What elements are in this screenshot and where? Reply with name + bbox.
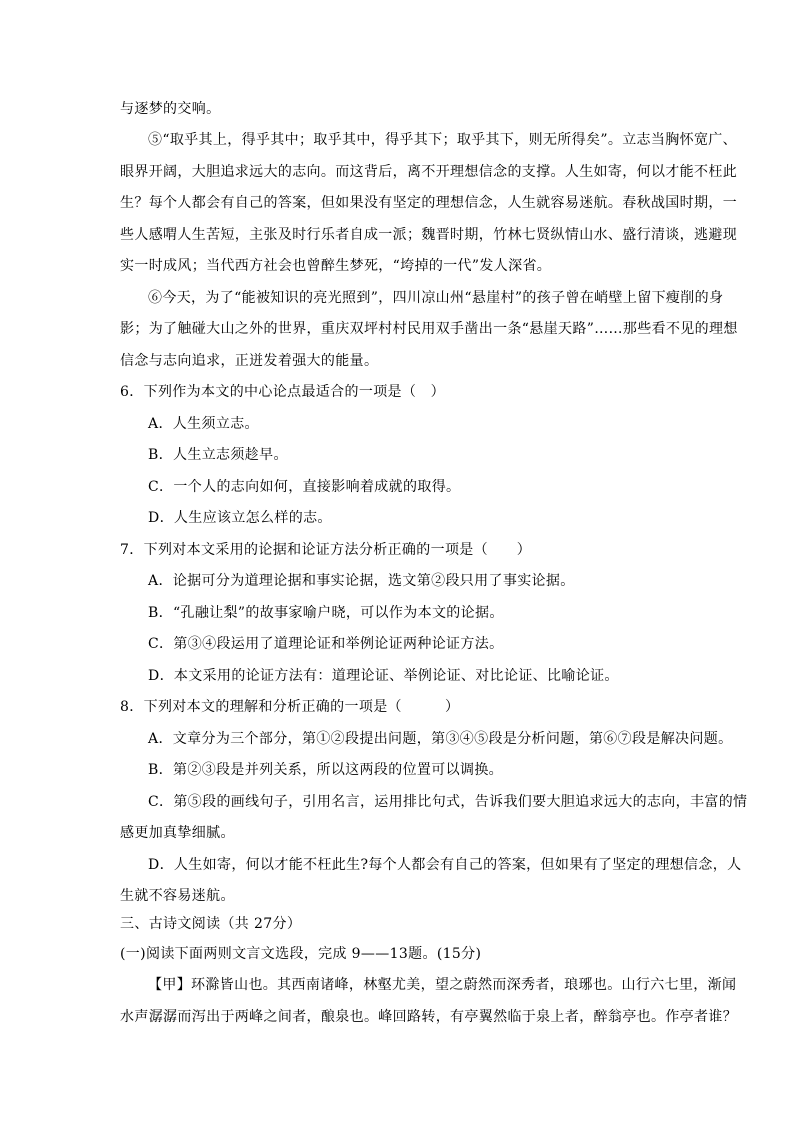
question-8-option-c-cont: 感更加真挚细腻。 [120, 825, 235, 841]
question-6: 6．下列作为本文的中心论点最适合的一项是（ ） [120, 384, 445, 400]
passage-paragraph-5-start: ⑤“取乎其上，得乎其中；取乎其中，得乎其下；取乎其下，则无所得矣”。立志当胸怀宽广、 [148, 132, 738, 148]
passage-line: 与逐梦的交响。 [120, 101, 221, 117]
question-7-option-a: A．论据可分为道理论据和事实论据，选文第②段只用了事实论据。 [148, 573, 575, 589]
question-8-option-c: C．第⑤段的画线句子，引用名言，运用排比句式，告诉我们要大胆追求远大的志向，丰富的情 [148, 794, 748, 810]
question-8: 8．下列对本文的理解和分析正确的一项是（ ） [120, 699, 460, 715]
passage-line: 信念与志向追求，正迸发着强大的能量。 [120, 353, 379, 369]
section-heading-classical: 三、古诗文阅读（共 27分） [120, 916, 302, 932]
classical-text-line: 水声潺潺而泻出于两峰之间者，酿泉也。峰回路转，有亭翼然临于泉上者，醉翁亭也。作亭者谁？ [120, 1009, 738, 1025]
question-6-option-c: C．一个人的志向如何，直接影响着成就的取得。 [148, 479, 461, 495]
question-6-option-d: D．人生应该立怎么样的志。 [148, 510, 332, 526]
passage-line: 生？每个人都会有自己的答案，但如果没有坚定的理想信念，人生就容易迷航。春秋战国时期，一 [120, 195, 738, 211]
question-6-option-a: A．人生须立志。 [148, 416, 259, 432]
question-8-option-d-cont: 生就不容易迷航。 [120, 888, 235, 904]
passage-paragraph-6-start: ⑥今天，为了“能被知识的亮光照到”，四川凉山州“悬崖村”的孩子曾在峭壁上留下瘦削的身 [148, 290, 724, 306]
question-7: 7．下列对本文采用的论据和论证方法分析正确的一项是（ ） [120, 542, 532, 558]
question-8-option-d: D．人生如寄，何以才能不枉此生?每个人都会有自己的答案，但如果有了坚定的理想信念，人 [148, 857, 742, 873]
question-8-option-a: A．文章分为三个部分，第①②段提出问题，第③④⑤段是分析问题，第⑥⑦段是解决问题。 [148, 731, 733, 747]
subsection-instructions: (一)阅读下面两则文言文选段，完成 9——13题。(15分) [120, 946, 482, 962]
classical-text-jia-start: 【甲】环滁皆山也。其西南诸峰，林壑尤美，望之蔚然而深秀者，琅琊也。山行六七里，渐闻 [148, 977, 737, 993]
question-7-option-b: B．“孔融让梨”的故事家喻户晓，可以作为本文的论据。 [148, 605, 504, 621]
passage-line: 眼界开阔，大胆追求远大的志向。而这背后，离不开理想信念的支撑。人生如寄，何以才能不枉此 [120, 164, 738, 180]
question-7-option-d: D．本文采用的论证方法有：道理论证、举例论证、对比论证、比喻论证。 [148, 668, 619, 684]
question-8-option-b: B．第②③段是并列关系，所以这两段的位置可以调换。 [148, 762, 504, 778]
passage-line: 实一时成风；当代西方社会也曾醉生梦死，“垮掉的一代”发人深省。 [120, 258, 552, 274]
question-6-option-b: B．人生立志须趁早。 [148, 447, 288, 463]
question-7-option-c: C．第③④段运用了道理论证和举例论证两种论证方法。 [148, 636, 504, 652]
passage-line: 些人感喟人生苦短，主张及时行乐者自成一派；魏晋时期，竹林七贤纵情山水、盛行清谈，逃避现 [120, 227, 738, 243]
passage-line: 影；为了触碰大山之外的世界，重庆双坪村村民用双手凿出一条“悬崖天路”……那些看不见的理想 [120, 321, 738, 337]
